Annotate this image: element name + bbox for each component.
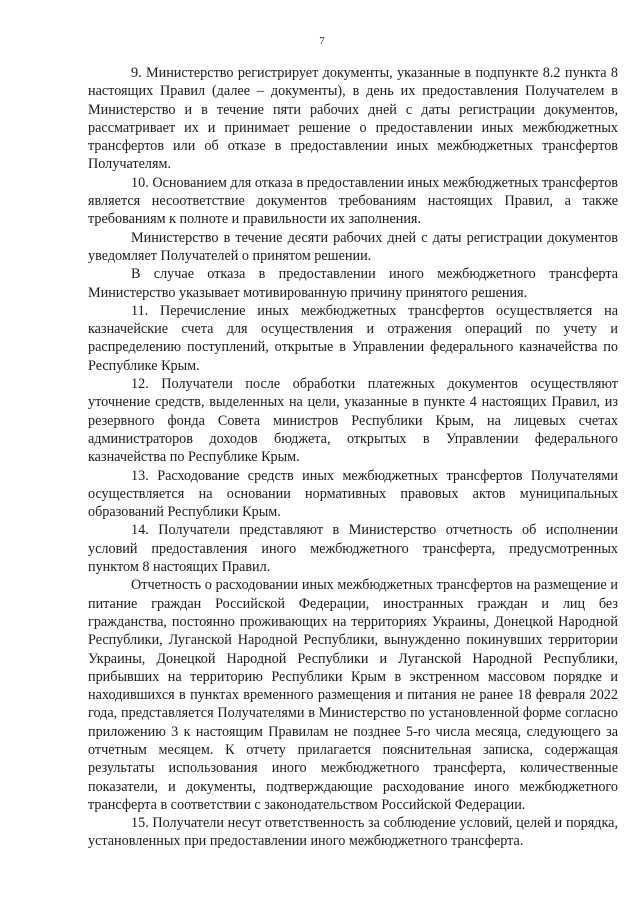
paragraph-11: 11. Перечисление иных межбюджетных трансфертов осуществляется на казначейские счета для осуществления и отражения операций по учету и распределению поступлений, открытые в Управлении федерального казначейства по Республике Крым. [88,302,618,374]
paragraph-12: 12. Получатели после обработки платежных документов осуществляют уточнение средств, выделенных на цели, указанные в пункте 4 настоящих Правил, из резервного фонда Совета министров Республики Крым, на лицевых счетах администраторов доходов бюджета, открытых в Управлении федерального казначейства по Республике Крым. [88,376,618,466]
paragraph-15: 15. Получатели несут ответственность за соблюдение условий, целей и порядка, установленных при предоставлении иного межбюджетного трансферта. [88,815,618,850]
page-number: 7 [319,35,325,47]
paragraph-reporting: Отчетность о расходовании иных межбюджетных трансфертов на размещение и питание граждан Российской Федерации, иностранных граждан и лиц без гражданства, постоянно проживающих на территориях Украины, Донецкой Народной Республики, Луганской Народной Республики, вынужденно покинувших территории Украины, Донецкой Народной Республики и Луганской Народной Республики, прибывших на территорию Республики Крым в экстренном массовом порядке и находившихся в пунктах временного размещения и питания не ранее 18 февраля 2022 года, представляется Получателями в Министерство по установленной форме согласно приложению 3 к настоящим Правилам не позднее 5-го числа месяца, следующего за отчетным месяцем. К отчету прилагается пояснительная записка, содержащая результаты использования иного межбюджетного трансферта, количественные показатели, и документы, подтверждающие расходование иного межбюджетного трансферта в соответствии с законодательством Российской Федерации. [88,577,618,813]
paragraph-10: 10. Основанием для отказа в предоставлении иных межбюджетных трансфертов является несоответствие документов требованиям настоящих Правил, а также требованиям к полноте и правильности их заполнения. [88,174,618,228]
paragraph-14: 14. Получатели представляют в Министерство отчетность об исполнении условий предоставления иного межбюджетного трансферта, предусмотренных пунктом 8 настоящих Правил. [88,522,618,576]
paragraph-refusal: В случае отказа в предоставлении иного межбюджетного трансферта Министерство указывает мотивированную причину принятого решения. [88,266,618,301]
paragraph-notification: Министерство в течение десяти рабочих дней с даты регистрации документов уведомляет Получателей о принятом решении. [88,229,618,264]
paragraph-9: 9. Министерство регистрирует документы, указанные в подпункте 8.2 пункта 8 настоящих Правил (далее – документы), в день их предоставления Получателем в Министерство и в течение пяти рабочих дней с даты регистрации документов, рассматривает их и принимает решение о предоставлении иных межбюджетных трансфертов или об отказе в предоставлении иных межбюджетных трансфертов Получателям. [88,65,618,173]
paragraph-13: 13. Расходование средств иных межбюджетных трансфертов Получателями осуществляется на основании нормативных правовых актов муниципальных образований Республики Крым. [88,467,618,521]
